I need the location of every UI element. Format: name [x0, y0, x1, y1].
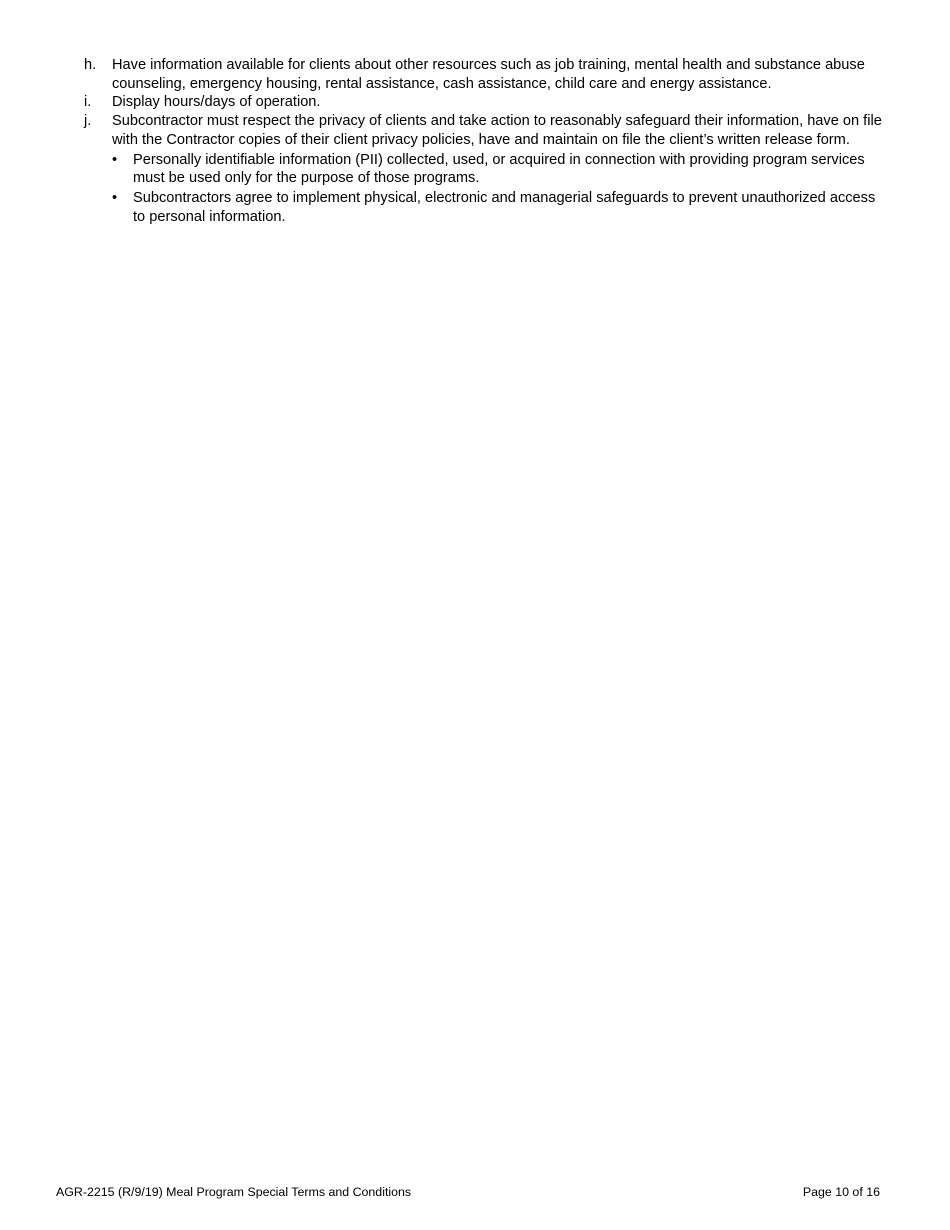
list-marker: i.	[84, 94, 92, 111]
requirements-list	[84, 56, 884, 226]
list-item-text: Subcontractor must respect the privacy of clients and take action to reasonably safeguard their information, have on file with the Contractor copies of their client privacy policies, have and maintain on file the client’s written release form.	[112, 113, 882, 148]
sub-bullet-item	[112, 151, 884, 188]
list-item-j	[84, 112, 884, 226]
footer-document-id: AGR-2215 (R/9/19) Meal Program Special Terms and Conditions	[56, 1185, 412, 1199]
footer-page-number: Page 10 of 16	[802, 1185, 880, 1199]
sub-bullet-item	[112, 189, 884, 226]
sub-bullet-text: Subcontractors agree to implement physical, electronic and managerial safeguards to prevent unauthorized access to personal information.	[133, 189, 876, 225]
sub-bullet-text: Personally identifiable information (PII) collected, used, or acquired in connection with providing program services must be used only for the purpose of those programs.	[133, 151, 865, 187]
list-item-text: Have information available for clients about other resources such as job training, mental health and substance abuse counseling, emergency housing, rental assistance, cash assistance, child care and energy assistance.	[112, 57, 865, 92]
bullet-icon: •	[112, 189, 118, 206]
list-marker: j.	[84, 113, 92, 130]
list-item-h	[84, 56, 884, 93]
bullet-icon: •	[112, 151, 118, 168]
list-item-i	[84, 93, 884, 112]
sub-bullet-list	[112, 151, 884, 227]
list-marker: h.	[84, 57, 97, 73]
list-item-text: Display hours/days of operation.	[112, 94, 321, 111]
